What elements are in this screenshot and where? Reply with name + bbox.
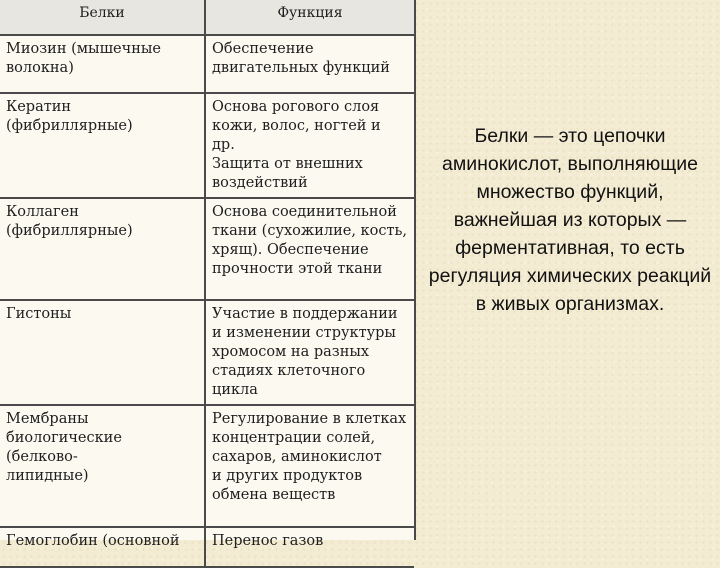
function-cell: Основа рогового слоя кожи, волос, ногтей и др. Защита от внешних воздействий [205,93,414,198]
table-row [0,35,414,93]
function-cell: Регулирование в клетках концентрации солей, сахаров, аминокислот и других продуктов обмена веществ [205,405,414,527]
protein-description-text: Белки — это цепочки аминокислот, выполняющие множество функций, важнейшая из которых — ферментативная, то есть регуляция химических реакций в живых организмах. [428,125,712,315]
protein-cell: Коллаген (фибриллярные) [0,198,205,300]
table-row [0,405,414,527]
table-row [0,93,414,198]
function-cell: Перенос газов [205,527,414,567]
table-row [0,527,414,567]
protein-cell: Кератин (фибриллярные) [0,93,205,198]
header-function: Функция [205,0,414,35]
protein-cell: Гистоны [0,300,205,405]
protein-cell: Мембраны биологические (белково- липидные) [0,405,205,527]
table-header-row [0,0,414,35]
function-cell: Участие в поддержании и изменении структуры хромосом на разных стадиях клеточного цикла [205,300,414,405]
function-cell: Основа соединительной ткани (сухожилие, кость, хрящ). Обеспечение прочности этой ткани [205,198,414,300]
header-protein: Белки [0,0,205,35]
function-cell: Обеспечение двигательных функций [205,35,414,93]
protein-cell: Миозин (мышечные волокна) [0,35,205,93]
protein-cell: Гемоглобин (основной [0,527,205,567]
table-row [0,300,414,405]
table-row [0,198,414,300]
